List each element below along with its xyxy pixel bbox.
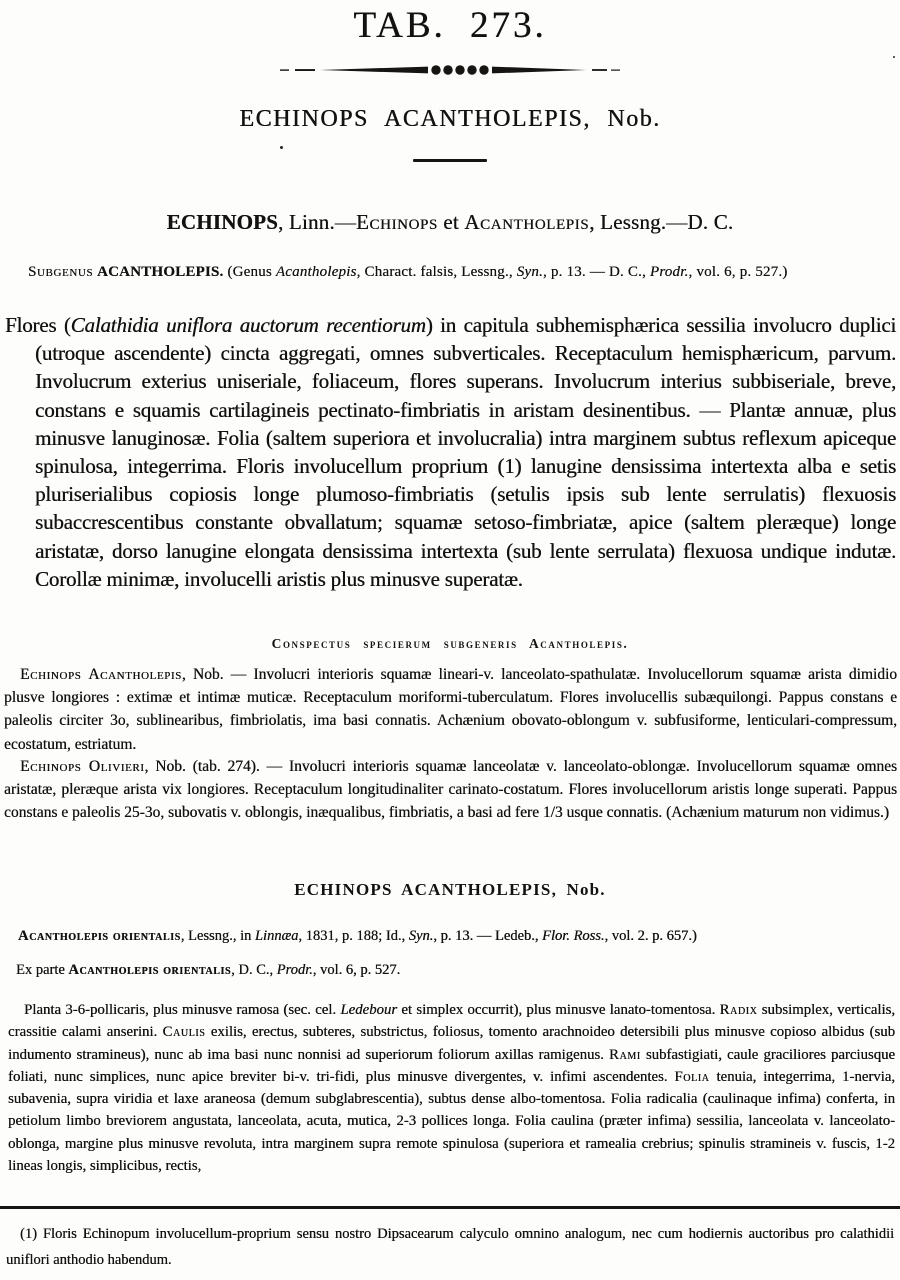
heading-divider-rule [413,159,487,162]
species-main-heading: ECHINOPS ACANTHOLEPIS, Nob. [239,106,661,132]
species-article-heading: ECHINOPS ACANTHOLEPIS, Nob. [294,880,606,899]
ink-speck [893,56,895,58]
synonymy-line-decandolle: Ex parte Acantholepis orientalis, D. C., Prodr., vol. 6, p. 527. [16,962,401,978]
footnote-text: (1) Floris Echinopum involucellum-proprium sensu nostro Dipsacearum calyculo omnino analogum, nec cum hodiernis auctoribus pro calathidii uniflori anthodio habendum. [6,1226,894,1268]
genus-citation-line: ECHINOPS, Linn.—Echinops et Acantholepis, Lessng.—D. C. [166,210,734,234]
conspectus-entry-acantholepis: Echinops Acantholepis, Nob. — Involucri interioris squamæ lineari-v. lanceolato-spathulatæ. Involucellorum squamæ arista dimidio plusve longiores : extimæ et intimæ muticæ. Receptaculum moriformi-tuberculatum. Flores involucellis subæquilongi. Pappus constans e paleolis circiter 3o, sublinearibus, fimbriolatis, ima basi connatis. Achænium obovato-oblongum v. subfusiforme, lenticulari-compressum, ecostatum, estriatum. [4,666,897,753]
footnote-divider-rule [0,1206,900,1209]
ink-speck [280,146,283,149]
beaded-rule-ornament-icon [280,62,620,83]
species-description-paragraph: Planta 3-6-pollicaris, plus minusve ramosa (sec. cel. Ledebour et simplex occurrit), plus minusve lanato-tomentosa. Radix subsimplex, verticalis, crassitie calami anserini. Caulis exilis, erectus, subteres, substrictus, foliosus, tomento arachnoideo detersibili plus minusve copioso albidus (sub indumento stramineus), nunc ab ima basi nunc nonnisi ad superiorum foliorum axillas ramigenus. Rami subfastigiati, caule graciliores parciusque foliati, nunc simplices, nunc apice breviter bi-v. tri-fidi, plus minusve divergentes, v. infimi ascendentes. Folia tenuia, integerrima, 1-nervia, subavenia, supra viridia et laxe araneosa (demum subglabrescentia), subtus dense albo-tomentosa. Folia radicalia (caulinaque infima) conferta, in petiolum limbo breviorem angustata, lanceolata, acuta, mutica, 2-3 pollices longa. Folia caulina (præter infima) sessilia, lanceolata v. lanceolato-oblonga, margine plus minusve revoluta, intra marginem supra remote spinulosa (superiora et ramealia crebrius; spinulis stramineis v. fuscis, 1-2 lineas longis, simplicibus, rectis, [8,1002,896,1175]
conspectus-heading: Conspectus specierum subgeneris Acantholepis. [271,636,629,651]
generic-description-paragraph: Flores (Calathidia uniflora auctorum recentiorum) in capitula subhemisphærica sessilia involucro duplici (utroque ascendente) cincta aggregati, omnes subverticales. Receptaculum hemisphæricum, parvum. Involucrum exterius uniseriale, foliaceum, flores superans. Involucrum interius subbiseriale, breve, constans e squamis cartilagineis pectinato-fimbriatis in aristam desinentibus. — Plantæ annuæ, plus minusve lanuginosæ. Folia (saltem superiora et involucralia) intra marginem subtus reflexum apiceque spinulosa, integerrima. Floris involucellum proprium (1) lanugine densissima intertexta alba e setis pluriserialibus copiosis longe plumoso-fimbriatis (setulis ipsis sub lente serrulatis) flexuosis subaccrescentibus constante obvallatum; squamæ setoso-fimbriatæ, apice (saltem pleræque) longe aristatæ, dorso lanugine elongata densissima intertexta (sub lente serrulata) flexuosa undique indutæ. Corollæ minimæ, involucelli aristis plus minusve superatæ. [5,313,896,591]
plate-number-title: TAB. 273. [353,5,547,46]
synonymy-line-lessing: Acantholepis orientalis, Lessng., in Linnæa, 1831, p. 188; Id., Syn., p. 13. — Ledeb., Flor. Ross., vol. 2. p. 657.) [18,928,697,944]
conspectus-entry-olivieri: Echinops Olivieri, Nob. (tab. 274). — Involucri interioris squamæ lanceolatæ v. lanceolato-oblongæ. Involucellorum squamæ omnes aristatæ, pleræque arista vix longiores. Receptaculum longitudinaliter carinato-costatum. Flores involucellorum aristis longe superati. Pappus constans e paleolis 25-3o, subovatis v. oblongis, inæqualibus, fimbriatis, a basi ad fere 1/3 usque connatis. (Achænium maturum non vidimus.) [4,758,897,822]
subgenus-citation-line: Subgenus ACANTHOLEPIS. (Genus Acantholepis, Charact. falsis, Lessng., Syn., p. 13. — D. C., Prodr., vol. 6, p. 527.) [28,264,788,280]
